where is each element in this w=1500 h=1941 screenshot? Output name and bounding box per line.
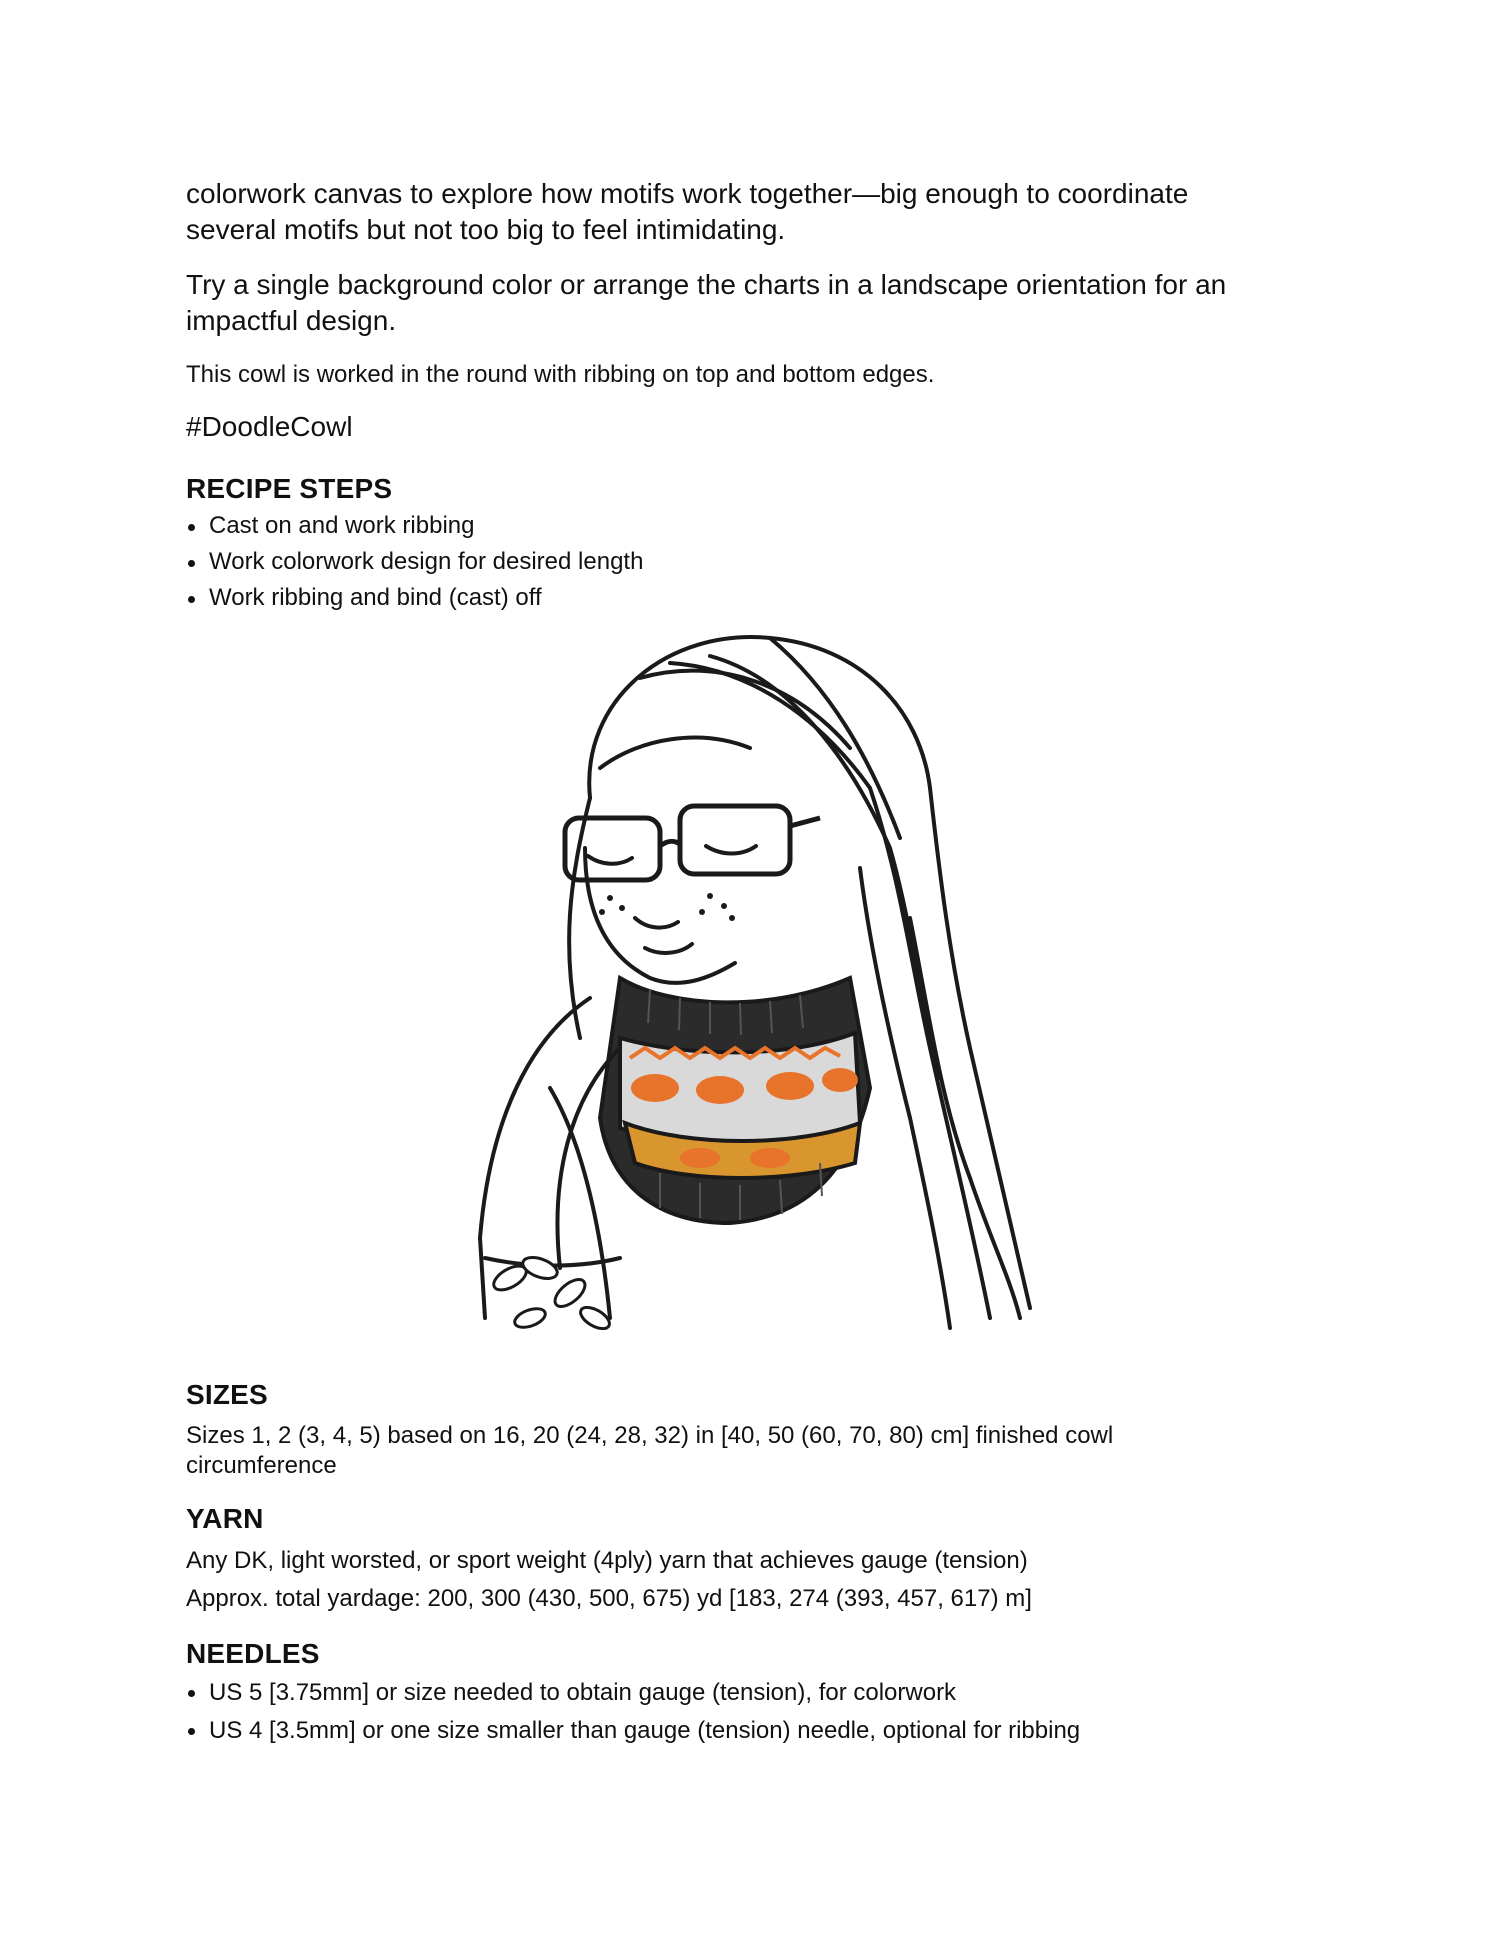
recipe-steps-heading: RECIPE STEPS (186, 473, 393, 504)
intro-line-1: colorwork canvas to explore how motifs work together—big enough to coordinate (186, 178, 1189, 209)
cowl (600, 978, 870, 1223)
list-item: US 5 [3.75mm] or size needed to obtain gauge (tension), for colorwork (186, 1674, 1080, 1712)
intro-paragraph-2-line-2: impactful design. (186, 305, 397, 336)
list-item: US 4 [3.5mm] or one size smaller than gauge (tension) needle, optional for ribbing (186, 1712, 1080, 1750)
recipe-steps-list (186, 508, 643, 616)
arm-tattoo-leaves (490, 1253, 613, 1333)
freckles (599, 893, 735, 921)
hashtag: #DoodleCowl (186, 411, 353, 442)
yarn-line-2: Approx. total yardage: 200, 300 (430, 500, 675) yd [183, 274 (393, 457, 617) m] (186, 1585, 1032, 1612)
glasses (565, 806, 820, 880)
sizes-line-2: circumference (186, 1452, 337, 1479)
needles-heading: NEEDLES (186, 1638, 320, 1669)
needles-list (186, 1674, 1080, 1750)
eyes (588, 846, 756, 864)
cowl-illustration (470, 618, 1040, 1358)
list-item: Work ribbing and bind (cast) off (186, 580, 643, 616)
intro-paragraph-3: This cowl is worked in the round with ribbing on top and bottom edges. (186, 361, 935, 388)
sizes-heading: SIZES (186, 1379, 268, 1410)
yarn-heading: YARN (186, 1503, 264, 1534)
list-item: Cast on and work ribbing (186, 508, 643, 544)
intro-paragraph-2-line-1: Try a single background color or arrange the charts in a landscape orientation for an (186, 269, 1227, 300)
sizes-line-1: Sizes 1, 2 (3, 4, 5) based on 16, 20 (24, 28, 32) in [40, 50 (60, 70, 80) cm] finished cowl (186, 1422, 1114, 1449)
intro-line-2: several motifs but not too big to feel intimidating. (186, 214, 786, 245)
yarn-line-1: Any DK, light worsted, or sport weight (4ply) yarn that achieves gauge (tension) (186, 1547, 1028, 1574)
list-item: Work colorwork design for desired length (186, 544, 643, 580)
face-outline (585, 738, 750, 983)
hair-outline (569, 637, 1030, 1328)
